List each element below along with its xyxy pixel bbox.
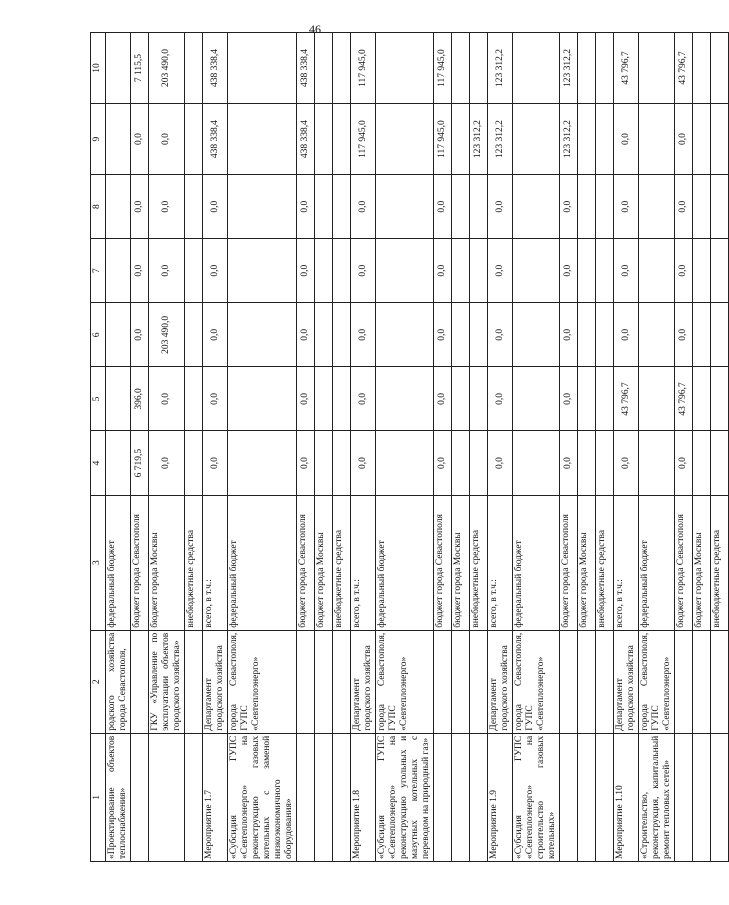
table-row [434,33,452,862]
value-cell: 0,0 [203,303,228,367]
activity-cell: Мероприятие 1.10 [614,733,639,861]
value-cell: 0,0 [614,303,639,367]
activity-cell [434,733,452,861]
value-cell: 0,0 [675,431,693,495]
value-cell: 0,0 [675,239,693,303]
value-cell [711,303,729,367]
activity-cell [297,733,315,861]
value-cell: 0,0 [434,431,452,495]
value-cell [106,367,131,431]
source-cell: всего, в т.ч.: [351,495,376,630]
activity-cell [131,733,149,861]
value-cell [578,33,596,104]
source-cell: бюджет города Москвы [149,495,185,630]
value-cell [228,33,297,104]
value-cell [513,431,560,495]
value-cell [376,104,434,175]
value-cell: 43 796,7 [614,367,639,431]
value-cell: 0,0 [614,104,639,175]
value-cell [711,104,729,175]
value-cell [578,431,596,495]
col-header: 6 [91,303,106,367]
table-row [297,33,315,862]
table-row [560,33,578,862]
value-cell: 43 796,7 [675,33,693,104]
value-cell [693,239,711,303]
value-cell: 0,0 [203,175,228,239]
value-cell [106,239,131,303]
value-cell: 0,0 [488,175,513,239]
activity-cell [333,733,351,861]
value-cell [185,431,203,495]
value-cell [513,104,560,175]
value-cell [578,303,596,367]
header-row [91,33,106,862]
activity-cell [470,733,488,861]
value-cell: 0,0 [675,104,693,175]
col-header: 10 [91,33,106,104]
value-cell [596,104,614,175]
value-cell: 0,0 [434,367,452,431]
value-cell: 0,0 [614,239,639,303]
value-cell [185,367,203,431]
value-cell [452,239,470,303]
value-cell [315,104,333,175]
value-cell: 6 719,5 [131,431,149,495]
executor-cell [470,630,488,733]
value-cell [711,431,729,495]
source-cell: федеральный бюджет [639,495,675,630]
table-row [228,33,297,862]
value-cell [470,175,488,239]
value-cell [452,303,470,367]
value-cell [333,104,351,175]
value-cell [185,175,203,239]
table-row [452,33,470,862]
value-cell [452,104,470,175]
table-row [711,33,729,862]
value-cell [711,367,729,431]
source-cell: внебюджетные средства [596,495,614,630]
activity-cell [315,733,333,861]
value-cell [315,431,333,495]
source-cell: федеральный бюджет [106,495,131,630]
executor-cell [297,630,315,733]
source-cell: бюджет города Москвы [693,495,711,630]
value-cell: 438 338,4 [203,104,228,175]
table-row [470,33,488,862]
source-cell: бюджет города Севастополя [434,495,452,630]
value-cell: 0,0 [149,239,185,303]
activity-cell: Мероприятие 1.7 [203,733,228,861]
value-cell: 43 796,7 [675,367,693,431]
activity-cell: «Субсидия ГУПС «Севтеплоэнерго» на строительство газовых котельных» [513,733,560,861]
col-header: 1 [91,733,106,861]
executor-cell: родского хозяйства города Севастополя, [106,630,131,733]
value-cell: 0,0 [131,175,149,239]
value-cell: 0,0 [560,367,578,431]
value-cell [578,367,596,431]
value-cell: 123 312,2 [560,33,578,104]
value-cell [693,367,711,431]
source-cell: всего, в т.ч.: [203,495,228,630]
value-cell [639,239,675,303]
executor-cell: Департамент городского хозяйства [488,630,513,733]
value-cell [333,303,351,367]
value-cell [185,239,203,303]
value-cell [596,367,614,431]
activity-cell [149,733,185,861]
value-cell [376,239,434,303]
value-cell [228,367,297,431]
col-header: 9 [91,104,106,175]
executor-cell: ГКУ «Управление по эксплуатации объектов городского хозяйства» [149,630,185,733]
table-row [203,33,228,862]
value-cell: 0,0 [488,431,513,495]
value-cell [452,431,470,495]
value-cell: 0,0 [297,239,315,303]
value-cell [228,239,297,303]
value-cell [578,175,596,239]
value-cell: 0,0 [434,303,452,367]
activity-cell: «Проектирование объектов теплоснабжения» [106,733,131,861]
value-cell [711,239,729,303]
value-cell [185,104,203,175]
value-cell: 0,0 [351,175,376,239]
executor-cell [185,630,203,733]
value-cell: 0,0 [488,303,513,367]
executor-cell [675,630,693,733]
value-cell [376,367,434,431]
table-row [376,33,434,862]
source-cell: бюджет города Москвы [315,495,333,630]
table-row [639,33,675,862]
value-cell: 0,0 [675,175,693,239]
executor-cell: города Севастополя, ГУПС «Севтеплоэнерго» [639,630,675,733]
value-cell [693,104,711,175]
value-cell [711,33,729,104]
value-cell [376,33,434,104]
value-cell [470,303,488,367]
value-cell: 0,0 [560,175,578,239]
col-header: 4 [91,431,106,495]
source-cell: бюджет города Москвы [578,495,596,630]
value-cell: 123 312,2 [560,104,578,175]
source-cell: федеральный бюджет [228,495,297,630]
value-cell: 0,0 [297,175,315,239]
value-cell [315,33,333,104]
col-header: 3 [91,495,106,630]
budget-table [90,32,729,862]
value-cell [185,33,203,104]
value-cell [596,33,614,104]
activity-cell: Мероприятие 1.8 [351,733,376,861]
activity-cell [185,733,203,861]
value-cell [578,104,596,175]
value-cell: 117 945,0 [351,104,376,175]
source-cell: внебюджетные средства [470,495,488,630]
table-row [675,33,693,862]
value-cell: 0,0 [149,104,185,175]
source-cell: бюджет города Севастополя [297,495,315,630]
value-cell [228,431,297,495]
value-cell [470,239,488,303]
activity-cell: Мероприятие 1.9 [488,733,513,861]
activity-cell: «Субсидия ГУПС «Севтеплоэнерго» на реконструкцию газовых котельных с заменой низкоэкономичного оборудования» [228,733,297,861]
value-cell [315,367,333,431]
activity-cell [675,733,693,861]
source-cell: всего, в т.ч.: [614,495,639,630]
value-cell: 0,0 [488,367,513,431]
value-cell [452,33,470,104]
executor-cell: города Севастополя, ГУПС «Севтеплоэнерго» [513,630,560,733]
executor-cell [452,630,470,733]
value-cell [513,367,560,431]
value-cell [639,367,675,431]
table-row [106,33,131,862]
table-row [513,33,560,862]
value-cell: 203 490,0 [149,33,185,104]
value-cell: 0,0 [131,303,149,367]
value-cell: 0,0 [297,431,315,495]
table-row [315,33,333,862]
value-cell: 0,0 [149,367,185,431]
value-cell [333,367,351,431]
value-cell [315,303,333,367]
source-cell: внебюджетные средства [711,495,729,630]
value-cell [106,104,131,175]
value-cell [333,431,351,495]
activity-cell: «Строительство, реконструкция, капитальный ремонт тепловых сетей» [639,733,675,861]
value-cell: 0,0 [149,175,185,239]
source-cell: бюджет города Севастополя [560,495,578,630]
value-cell [106,175,131,239]
value-cell: 203 490,0 [149,303,185,367]
executor-cell: Департамент городского хозяйства [614,630,639,733]
value-cell: 0,0 [203,239,228,303]
activity-cell: «Субсидия ГУПС «Севтеплоэнерго» на реконструкцию угольных и мазутных котельных с переводом на природный газ» [376,733,434,861]
value-cell: 123 312,2 [488,104,513,175]
executor-cell [434,630,452,733]
value-cell: 7 115,5 [131,33,149,104]
value-cell [693,175,711,239]
table-row [149,33,185,862]
value-cell [513,33,560,104]
value-cell [452,175,470,239]
value-cell [693,431,711,495]
value-cell [578,239,596,303]
executor-cell [596,630,614,733]
value-cell: 0,0 [131,239,149,303]
value-cell: 117 945,0 [434,33,452,104]
source-cell: бюджет города Севастополя [131,495,149,630]
value-cell: 0,0 [614,175,639,239]
value-cell [639,303,675,367]
value-cell: 0,0 [560,431,578,495]
source-cell: федеральный бюджет [376,495,434,630]
value-cell [228,175,297,239]
rotated-table-wrapper [90,32,722,862]
value-cell [333,239,351,303]
activity-cell [578,733,596,861]
value-cell: 0,0 [614,431,639,495]
executor-cell [131,630,149,733]
value-cell [185,303,203,367]
value-cell [228,104,297,175]
value-cell [711,175,729,239]
executor-cell: Департамент городского хозяйства [351,630,376,733]
value-cell: 0,0 [351,239,376,303]
col-header: 8 [91,175,106,239]
value-cell: 438 338,4 [203,33,228,104]
executor-cell [711,630,729,733]
executor-cell [560,630,578,733]
value-cell [106,431,131,495]
table-row [185,33,203,862]
value-cell: 0,0 [131,104,149,175]
value-cell [693,303,711,367]
table-row [578,33,596,862]
executor-cell: города Севастополя, ГУПС «Севтеплоэнерго» [376,630,434,733]
value-cell [376,175,434,239]
value-cell [513,303,560,367]
executor-cell: Департамент городского хозяйства [203,630,228,733]
value-cell [596,431,614,495]
table-row [614,33,639,862]
value-cell: 117 945,0 [434,104,452,175]
value-cell [639,175,675,239]
value-cell [228,303,297,367]
table-row [693,33,711,862]
table-body [106,33,729,862]
value-cell [452,367,470,431]
source-cell: внебюджетные средства [333,495,351,630]
source-cell: федеральный бюджет [513,495,560,630]
source-cell: бюджет города Москвы [452,495,470,630]
value-cell [106,303,131,367]
value-cell [333,33,351,104]
value-cell: 0,0 [149,431,185,495]
activity-cell [560,733,578,861]
executor-cell [333,630,351,733]
value-cell: 117 945,0 [351,33,376,104]
value-cell: 0,0 [675,303,693,367]
value-cell: 0,0 [297,367,315,431]
value-cell: 438 338,4 [297,33,315,104]
value-cell [106,33,131,104]
value-cell [596,175,614,239]
value-cell: 123 312,2 [488,33,513,104]
source-cell: бюджет города Севастополя [675,495,693,630]
executor-cell [315,630,333,733]
activity-cell [693,733,711,861]
page-number: 46 [309,22,321,36]
value-cell: 396,0 [131,367,149,431]
value-cell [693,33,711,104]
table-row [351,33,376,862]
value-cell [315,239,333,303]
value-cell: 0,0 [434,175,452,239]
table-row [596,33,614,862]
value-cell [596,303,614,367]
value-cell [470,367,488,431]
col-header: 2 [91,630,106,733]
executor-cell [693,630,711,733]
executor-cell: города Севастополя, ГУПС «Севтеплоэнерго» [228,630,297,733]
value-cell: 0,0 [203,367,228,431]
table-row [488,33,513,862]
value-cell: 0,0 [351,367,376,431]
value-cell [376,303,434,367]
value-cell: 0,0 [351,431,376,495]
value-cell [639,33,675,104]
value-cell: 438 338,4 [297,104,315,175]
value-cell: 123 312,2 [470,104,488,175]
value-cell: 0,0 [203,431,228,495]
table-row [333,33,351,862]
value-cell [470,33,488,104]
value-cell [333,175,351,239]
value-cell: 0,0 [488,239,513,303]
col-header: 5 [91,367,106,431]
value-cell: 0,0 [434,239,452,303]
value-cell [470,431,488,495]
value-cell [376,431,434,495]
value-cell: 0,0 [297,303,315,367]
executor-cell [578,630,596,733]
value-cell: 43 796,7 [614,33,639,104]
source-cell: всего, в т.ч.: [488,495,513,630]
activity-cell [452,733,470,861]
value-cell [315,175,333,239]
table-row [131,33,149,862]
value-cell: 0,0 [560,303,578,367]
activity-cell [596,733,614,861]
source-cell: внебюджетные средства [185,495,203,630]
value-cell [513,239,560,303]
activity-cell [711,733,729,861]
value-cell [596,239,614,303]
value-cell [513,175,560,239]
col-header: 7 [91,239,106,303]
value-cell [639,431,675,495]
value-cell [639,104,675,175]
value-cell: 0,0 [560,239,578,303]
value-cell: 0,0 [351,303,376,367]
